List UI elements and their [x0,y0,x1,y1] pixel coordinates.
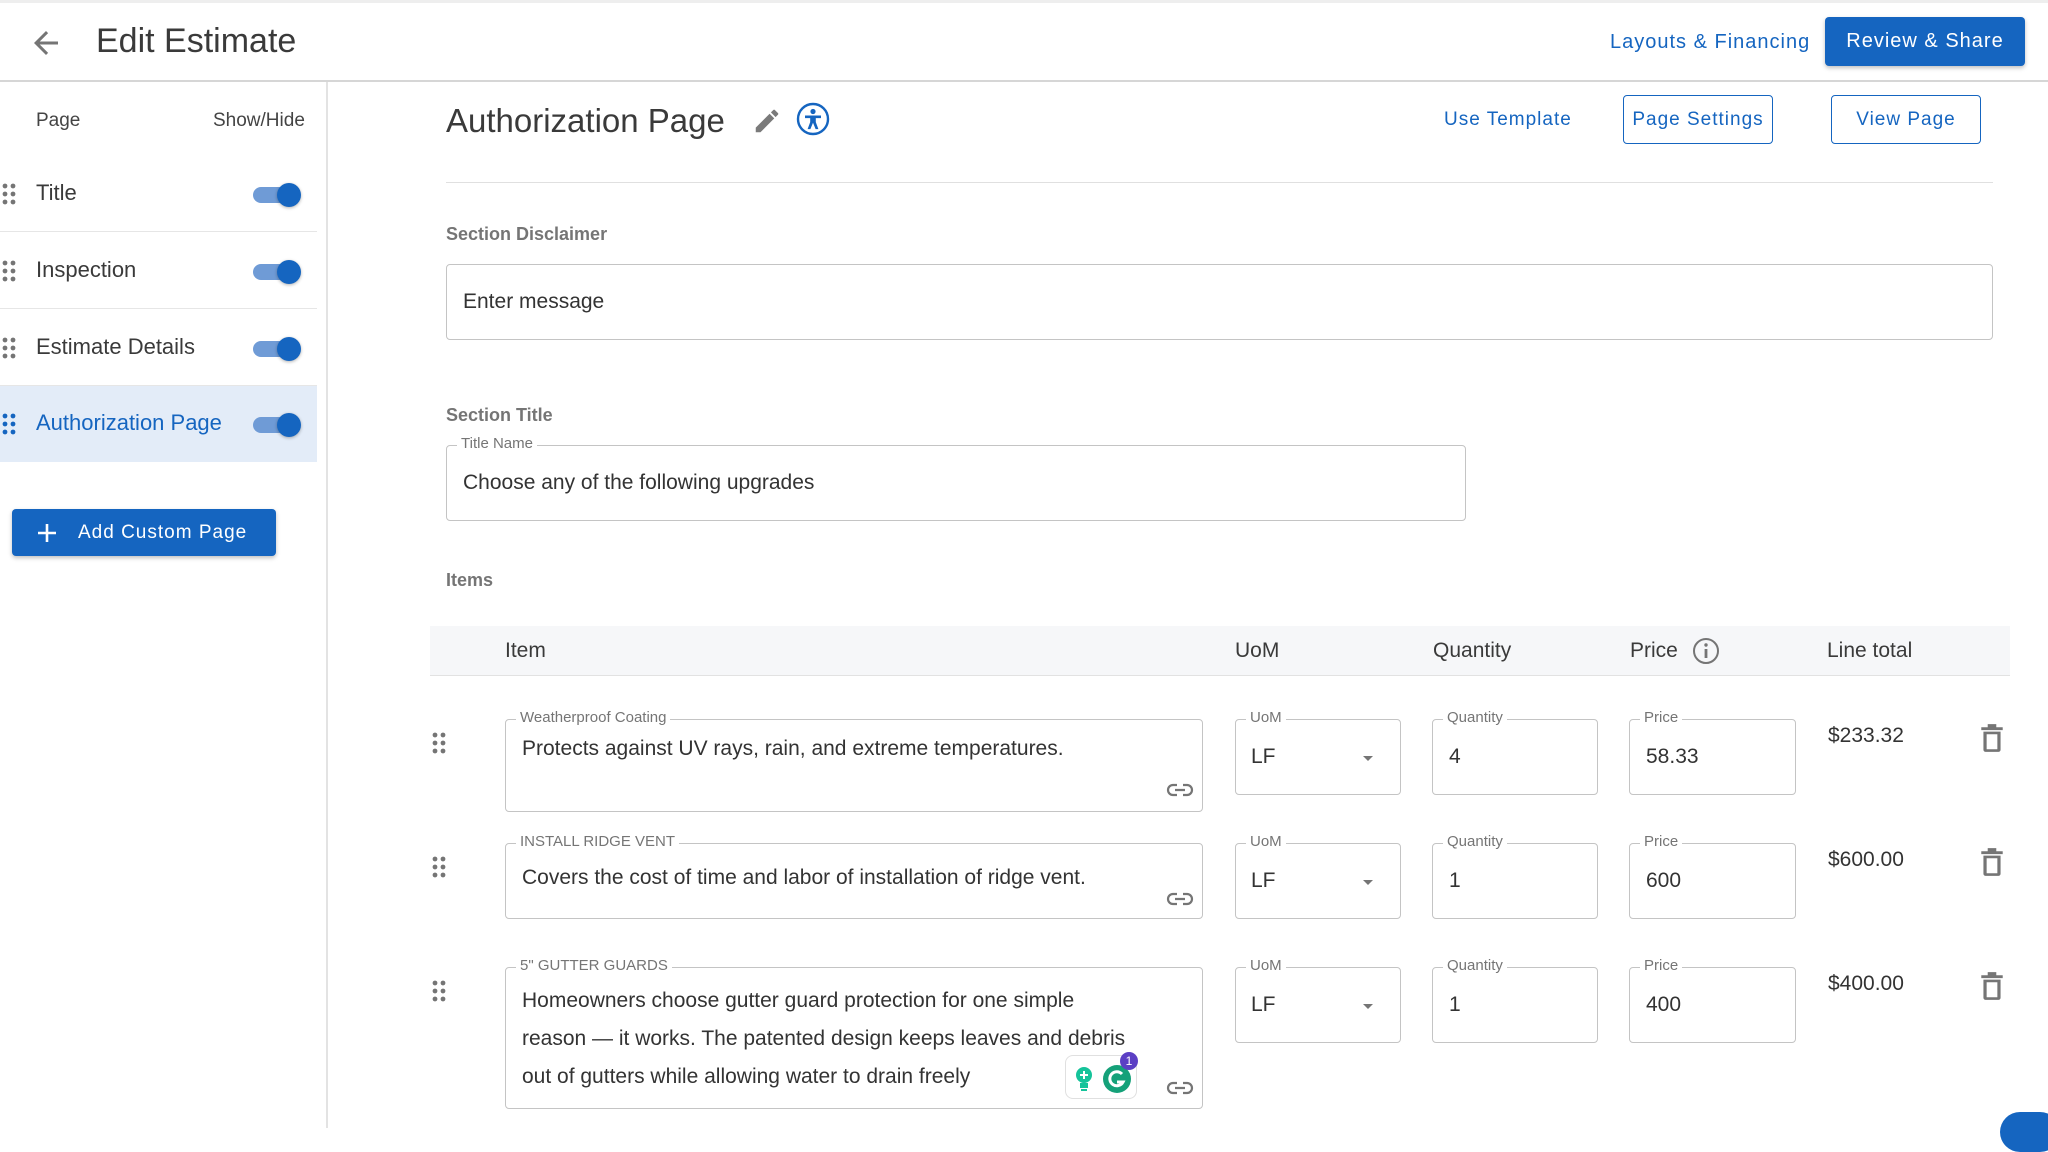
show-hide-toggle[interactable] [251,336,303,362]
caret-down-icon [1363,756,1373,761]
show-hide-toggle[interactable] [251,412,303,438]
trash-icon[interactable] [1979,971,2005,1001]
drag-handle-icon[interactable] [2,182,16,206]
price-value: 400 [1646,993,1682,1016]
field-legend: Title Name [457,435,537,453]
sidebar-item-inspection[interactable] [0,233,317,309]
uom-select[interactable] [1235,709,1401,795]
link-icon[interactable] [1166,1080,1194,1096]
column-header-price: Price [1630,639,1678,662]
items-table-header [430,626,2010,676]
field-legend: Price [1640,833,1682,851]
field-legend: Price [1640,957,1682,975]
link-icon[interactable] [1166,891,1194,907]
disclaimer-placeholder: Enter message [463,290,605,313]
uom-select[interactable] [1235,957,1401,1043]
quantity-value: 4 [1449,745,1461,768]
item-name-legend: 5" GUTTER GUARDS [516,957,672,975]
item-description-line: Homeowners choose gutter guard protection for one simple [522,989,1075,1012]
line-total: $233.32 [1828,724,1904,747]
link-icon[interactable] [1166,782,1194,798]
quantity-value: 1 [1449,869,1461,892]
uom-value: LF [1251,993,1276,1016]
add-custom-page-label: Add Custom Page [78,521,248,543]
section-title-label: Section Title [446,405,553,425]
item-name-legend: Weatherproof Coating [516,709,670,727]
quantity-input[interactable] [1432,709,1598,795]
item-description-line: out of gutters while allowing water to drain freely [522,1065,971,1088]
price-value: 58.33 [1646,745,1699,768]
sidebar-page-header: Page [36,110,81,131]
grammarly-count-badge: 1 [1120,1052,1138,1070]
title-name-input[interactable] [446,435,1466,521]
quantity-value: 1 [1449,993,1461,1016]
item-description-field[interactable] [505,833,1203,919]
column-header-line-total: Line total [1827,639,1913,662]
caret-down-icon [1363,1004,1373,1009]
line-total: $600.00 [1828,848,1904,871]
column-header-quantity: Quantity [1433,639,1512,662]
drag-handle-icon[interactable] [432,855,446,879]
sidebar-item-label: Inspection [36,257,137,282]
quantity-input[interactable] [1432,957,1598,1043]
page-settings-button[interactable]: Page Settings [1623,95,1773,144]
item-description-field[interactable] [505,709,1203,812]
items-label: Items [446,570,494,590]
divider [446,182,1993,183]
item-name-legend: INSTALL RIDGE VENT [516,833,679,851]
main-content [330,82,2048,1128]
trash-icon[interactable] [1979,723,2005,753]
show-hide-toggle[interactable] [251,259,303,285]
sidebar-item-title[interactable] [0,156,317,232]
price-input[interactable] [1629,957,1796,1043]
review-share-button[interactable]: Review & Share [1825,17,2025,66]
view-page-button[interactable]: View Page [1831,95,1981,144]
quantity-input[interactable] [1432,833,1598,919]
field-legend: Quantity [1443,709,1507,727]
column-header-uom: UoM [1235,639,1280,662]
uom-value: LF [1251,869,1276,892]
pencil-icon[interactable] [752,106,782,136]
sidebar-item-authorization-page[interactable] [0,386,317,462]
disclaimer-input[interactable] [446,264,1993,340]
sidebar [0,82,328,1128]
plus-icon [36,522,58,544]
sidebar-item-label: Authorization Page [36,410,222,435]
title-name-value: Choose any of the following upgrades [463,471,815,494]
add-custom-page-button[interactable] [12,509,276,556]
field-legend: UoM [1246,833,1286,851]
back-arrow-icon[interactable] [28,25,64,61]
accessibility-globe-icon[interactable] [796,102,830,136]
column-header-item: Item [505,639,546,662]
item-description: Covers the cost of time and labor of installation of ridge vent. [522,866,1086,889]
field-legend: UoM [1246,957,1286,975]
field-legend: Quantity [1443,957,1507,975]
price-value: 600 [1646,869,1682,892]
drag-handle-icon[interactable] [2,412,16,436]
item-description: Protects against UV rays, rain, and extreme temperatures. [522,737,1064,760]
top-bar [0,0,2048,82]
info-icon[interactable] [1692,637,1720,665]
uom-select[interactable] [1235,833,1401,919]
show-hide-toggle[interactable] [251,182,303,208]
use-template-link[interactable]: Use Template [1444,109,1572,130]
lightbulb-icon[interactable] [1073,1066,1095,1092]
caret-down-icon [1363,880,1373,885]
page-title: Edit Estimate [96,22,297,60]
sidebar-show-hide-header: Show/Hide [213,110,305,131]
uom-value: LF [1251,745,1276,768]
layouts-financing-link[interactable]: Layouts & Financing [1610,31,1811,53]
line-total: $400.00 [1828,972,1904,995]
section-page-title: Authorization Page [446,102,725,139]
chat-launcher-button[interactable] [2000,1112,2048,1152]
drag-handle-icon[interactable] [2,336,16,360]
drag-handle-icon[interactable] [432,979,446,1003]
price-input[interactable] [1629,833,1796,919]
sidebar-item-label: Title [36,180,77,205]
sidebar-item-label: Estimate Details [36,334,195,359]
price-input[interactable] [1629,709,1796,795]
field-legend: Quantity [1443,833,1507,851]
field-legend: Price [1640,709,1682,727]
sidebar-item-estimate-details[interactable] [0,310,317,386]
trash-icon[interactable] [1979,847,2005,877]
item-description-line: reason — it works. The patented design keeps leaves and debris [522,1027,1126,1050]
grammarly-widget[interactable] [1065,1055,1137,1099]
drag-handle-icon[interactable] [2,259,16,283]
field-legend: UoM [1246,709,1286,727]
section-disclaimer-label: Section Disclaimer [446,224,608,244]
drag-handle-icon[interactable] [432,731,446,755]
